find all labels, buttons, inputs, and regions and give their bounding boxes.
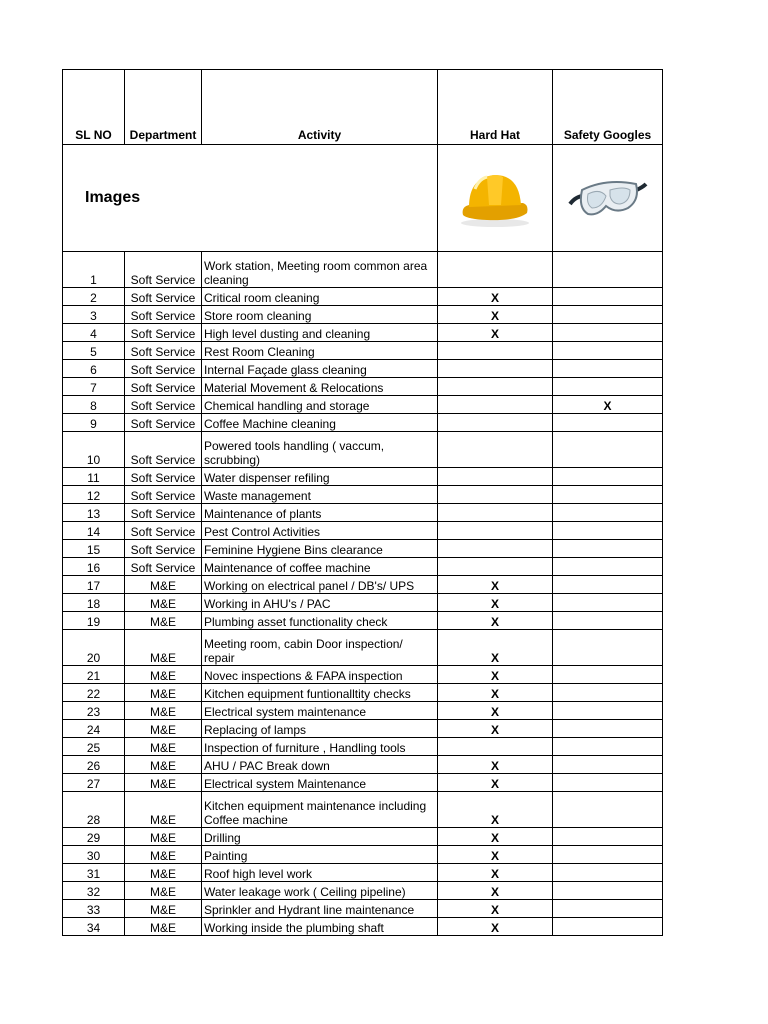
department-cell: Soft Service <box>125 378 202 396</box>
sl-no-cell: 21 <box>63 666 125 684</box>
department-cell: M&E <box>125 684 202 702</box>
table-row <box>63 342 663 360</box>
safety-goggles-mark <box>553 594 663 612</box>
sl-no-cell: 7 <box>63 378 125 396</box>
safety-goggles-mark <box>553 774 663 792</box>
hard-hat-mark <box>438 522 553 540</box>
activity-cell: Novec inspections & FAPA inspection <box>202 666 438 684</box>
hard-hat-mark: X <box>438 846 553 864</box>
hard-hat-mark: X <box>438 774 553 792</box>
sl-no-cell: 2 <box>63 288 125 306</box>
header-sl-no: SL NO <box>63 70 125 145</box>
table-row <box>63 666 663 684</box>
hard-hat-mark <box>438 360 553 378</box>
activity-cell: Work station, Meeting room common area cleaning <box>202 252 438 288</box>
table-row <box>63 774 663 792</box>
hard-hat-icon <box>457 167 533 229</box>
department-cell: M&E <box>125 594 202 612</box>
safety-goggles-mark <box>553 846 663 864</box>
safety-goggles-mark <box>553 486 663 504</box>
table-row <box>63 792 663 828</box>
activity-cell: Painting <box>202 846 438 864</box>
safety-goggles-mark <box>553 864 663 882</box>
activity-cell: Working in AHU's / PAC <box>202 594 438 612</box>
table-row <box>63 684 663 702</box>
hard-hat-mark <box>438 414 553 432</box>
department-cell: M&E <box>125 702 202 720</box>
sl-no-cell: 20 <box>63 630 125 666</box>
activity-cell: Waste management <box>202 486 438 504</box>
sl-no-cell: 8 <box>63 396 125 414</box>
safety-goggles-mark <box>553 504 663 522</box>
table-row <box>63 324 663 342</box>
department-cell: Soft Service <box>125 306 202 324</box>
sl-no-cell: 25 <box>63 738 125 756</box>
activity-cell: Pest Control Activities <box>202 522 438 540</box>
hard-hat-mark: X <box>438 720 553 738</box>
goggles-image-cell <box>553 145 663 252</box>
hard-hat-mark: X <box>438 666 553 684</box>
table-row <box>63 738 663 756</box>
department-cell: M&E <box>125 792 202 828</box>
department-cell: M&E <box>125 864 202 882</box>
header-activity: Activity <box>202 70 438 145</box>
activity-cell: Material Movement & Relocations <box>202 378 438 396</box>
activity-cell: AHU / PAC Break down <box>202 756 438 774</box>
table-row <box>63 288 663 306</box>
safety-goggles-mark <box>553 342 663 360</box>
table-row <box>63 540 663 558</box>
hard-hat-mark <box>438 486 553 504</box>
hard-hat-mark <box>438 738 553 756</box>
table-row <box>63 900 663 918</box>
department-cell: M&E <box>125 612 202 630</box>
department-cell: Soft Service <box>125 324 202 342</box>
department-cell: Soft Service <box>125 414 202 432</box>
department-cell: Soft Service <box>125 252 202 288</box>
table-row <box>63 612 663 630</box>
table-row <box>63 432 663 468</box>
sl-no-cell: 14 <box>63 522 125 540</box>
header-safety-googles: Safety Googles <box>553 70 663 145</box>
activity-cell: Inspection of furniture , Handling tools <box>202 738 438 756</box>
activity-cell: Water dispenser refiling <box>202 468 438 486</box>
table-row <box>63 864 663 882</box>
activity-cell: Roof high level work <box>202 864 438 882</box>
activity-cell: Plumbing asset functionality check <box>202 612 438 630</box>
sl-no-cell: 17 <box>63 576 125 594</box>
activity-cell: Water leakage work ( Ceiling pipeline) <box>202 882 438 900</box>
sl-no-cell: 1 <box>63 252 125 288</box>
sl-no-cell: 24 <box>63 720 125 738</box>
hard-hat-mark <box>438 468 553 486</box>
table-row <box>63 378 663 396</box>
hard-hat-mark: X <box>438 882 553 900</box>
safety-goggles-mark <box>553 324 663 342</box>
department-cell: Soft Service <box>125 540 202 558</box>
sl-no-cell: 10 <box>63 432 125 468</box>
department-cell: Soft Service <box>125 432 202 468</box>
safety-goggles-mark <box>553 612 663 630</box>
activity-cell: Drilling <box>202 828 438 846</box>
hard-hat-mark <box>438 540 553 558</box>
safety-goggles-mark <box>553 414 663 432</box>
table-row <box>63 702 663 720</box>
safety-goggles-icon <box>566 174 650 222</box>
safety-goggles-mark <box>553 702 663 720</box>
hard-hat-mark <box>438 558 553 576</box>
table-row <box>63 882 663 900</box>
safety-goggles-mark <box>553 558 663 576</box>
safety-goggles-mark <box>553 684 663 702</box>
header-row <box>63 70 663 145</box>
hard-hat-mark: X <box>438 288 553 306</box>
sl-no-cell: 27 <box>63 774 125 792</box>
hard-hat-mark: X <box>438 630 553 666</box>
sl-no-cell: 12 <box>63 486 125 504</box>
activity-cell: Maintenance of plants <box>202 504 438 522</box>
activity-cell: Coffee Machine cleaning <box>202 414 438 432</box>
department-cell: Soft Service <box>125 504 202 522</box>
hard-hat-mark <box>438 396 553 414</box>
safety-goggles-mark <box>553 828 663 846</box>
table-row <box>63 576 663 594</box>
hard-hat-mark: X <box>438 792 553 828</box>
table-row <box>63 594 663 612</box>
hard-hat-mark: X <box>438 306 553 324</box>
safety-goggles-mark <box>553 792 663 828</box>
hard-hat-mark: X <box>438 900 553 918</box>
activity-cell: Feminine Hygiene Bins clearance <box>202 540 438 558</box>
sl-no-cell: 4 <box>63 324 125 342</box>
department-cell: M&E <box>125 720 202 738</box>
safety-goggles-mark <box>553 540 663 558</box>
safety-goggles-mark <box>553 360 663 378</box>
table-row <box>63 828 663 846</box>
hard-hat-mark: X <box>438 684 553 702</box>
hard-hat-mark: X <box>438 702 553 720</box>
hard-hat-mark <box>438 342 553 360</box>
department-cell: M&E <box>125 576 202 594</box>
activity-cell: Electrical system Maintenance <box>202 774 438 792</box>
activity-cell: High level dusting and cleaning <box>202 324 438 342</box>
department-cell: M&E <box>125 918 202 936</box>
table-row <box>63 918 663 936</box>
sl-no-cell: 18 <box>63 594 125 612</box>
safety-goggles-mark <box>553 756 663 774</box>
activity-cell: Powered tools handling ( vaccum, scrubbing) <box>202 432 438 468</box>
activity-cell: Internal Façade glass cleaning <box>202 360 438 378</box>
hard-hat-mark: X <box>438 576 553 594</box>
safety-goggles-mark <box>553 432 663 468</box>
department-cell: M&E <box>125 630 202 666</box>
safety-goggles-mark <box>553 576 663 594</box>
activity-cell: Kitchen equipment maintenance including Coffee machine <box>202 792 438 828</box>
images-label: Images <box>63 145 438 252</box>
department-cell: Soft Service <box>125 468 202 486</box>
safety-goggles-mark <box>553 288 663 306</box>
activity-cell: Electrical system maintenance <box>202 702 438 720</box>
table-row <box>63 630 663 666</box>
table-row <box>63 396 663 414</box>
hard-hat-image-cell <box>438 145 553 252</box>
sl-no-cell: 26 <box>63 756 125 774</box>
activity-cell: Critical room cleaning <box>202 288 438 306</box>
safety-goggles-mark <box>553 918 663 936</box>
sl-no-cell: 13 <box>63 504 125 522</box>
sl-no-cell: 5 <box>63 342 125 360</box>
table-row <box>63 252 663 288</box>
table-row <box>63 468 663 486</box>
activity-cell: Rest Room Cleaning <box>202 342 438 360</box>
hard-hat-mark: X <box>438 864 553 882</box>
department-cell: M&E <box>125 900 202 918</box>
department-cell: Soft Service <box>125 288 202 306</box>
activity-cell: Kitchen equipment funtionalltity checks <box>202 684 438 702</box>
safety-goggles-mark <box>553 738 663 756</box>
hard-hat-mark: X <box>438 918 553 936</box>
hard-hat-mark: X <box>438 828 553 846</box>
sl-no-cell: 19 <box>63 612 125 630</box>
sl-no-cell: 34 <box>63 918 125 936</box>
department-cell: Soft Service <box>125 558 202 576</box>
department-cell: Soft Service <box>125 522 202 540</box>
department-cell: Soft Service <box>125 486 202 504</box>
sl-no-cell: 9 <box>63 414 125 432</box>
sl-no-cell: 11 <box>63 468 125 486</box>
department-cell: M&E <box>125 774 202 792</box>
department-cell: M&E <box>125 882 202 900</box>
table-row <box>63 504 663 522</box>
department-cell: M&E <box>125 828 202 846</box>
hard-hat-mark: X <box>438 756 553 774</box>
table-row <box>63 846 663 864</box>
images-row <box>63 145 663 252</box>
safety-goggles-mark <box>553 720 663 738</box>
hard-hat-mark: X <box>438 324 553 342</box>
table-row <box>63 306 663 324</box>
table-row <box>63 486 663 504</box>
safety-goggles-mark <box>553 306 663 324</box>
sl-no-cell: 30 <box>63 846 125 864</box>
activity-cell: Replacing of lamps <box>202 720 438 738</box>
department-cell: M&E <box>125 666 202 684</box>
sl-no-cell: 29 <box>63 828 125 846</box>
activity-cell: Chemical handling and storage <box>202 396 438 414</box>
hard-hat-mark <box>438 504 553 522</box>
safety-goggles-mark <box>553 378 663 396</box>
activity-cell: Sprinkler and Hydrant line maintenance <box>202 900 438 918</box>
sl-no-cell: 28 <box>63 792 125 828</box>
activity-cell: Working inside the plumbing shaft <box>202 918 438 936</box>
activity-cell: Meeting room, cabin Door inspection/ repair <box>202 630 438 666</box>
table-row <box>63 720 663 738</box>
table-row <box>63 360 663 378</box>
department-cell: Soft Service <box>125 396 202 414</box>
department-cell: Soft Service <box>125 342 202 360</box>
sl-no-cell: 6 <box>63 360 125 378</box>
activity-cell: Maintenance of coffee machine <box>202 558 438 576</box>
table-row <box>63 558 663 576</box>
hard-hat-mark <box>438 432 553 468</box>
safety-goggles-mark <box>553 900 663 918</box>
table-row <box>63 522 663 540</box>
hard-hat-mark <box>438 252 553 288</box>
table-row <box>63 414 663 432</box>
sl-no-cell: 32 <box>63 882 125 900</box>
department-cell: M&E <box>125 756 202 774</box>
sl-no-cell: 23 <box>63 702 125 720</box>
safety-goggles-mark <box>553 468 663 486</box>
sl-no-cell: 33 <box>63 900 125 918</box>
header-hard-hat: Hard Hat <box>438 70 553 145</box>
department-cell: M&E <box>125 846 202 864</box>
department-cell: Soft Service <box>125 360 202 378</box>
sl-no-cell: 22 <box>63 684 125 702</box>
header-department: Department <box>125 70 202 145</box>
activity-cell: Working on electrical panel / DB's/ UPS <box>202 576 438 594</box>
activity-cell: Store room cleaning <box>202 306 438 324</box>
sl-no-cell: 16 <box>63 558 125 576</box>
hard-hat-mark <box>438 378 553 396</box>
safety-goggles-mark <box>553 252 663 288</box>
sl-no-cell: 31 <box>63 864 125 882</box>
ppe-matrix-table <box>62 69 663 936</box>
safety-goggles-mark: X <box>553 396 663 414</box>
department-cell: M&E <box>125 738 202 756</box>
safety-goggles-mark <box>553 882 663 900</box>
sl-no-cell: 15 <box>63 540 125 558</box>
hard-hat-mark: X <box>438 612 553 630</box>
safety-goggles-mark <box>553 630 663 666</box>
table-row <box>63 756 663 774</box>
safety-goggles-mark <box>553 522 663 540</box>
hard-hat-mark: X <box>438 594 553 612</box>
safety-goggles-mark <box>553 666 663 684</box>
sl-no-cell: 3 <box>63 306 125 324</box>
